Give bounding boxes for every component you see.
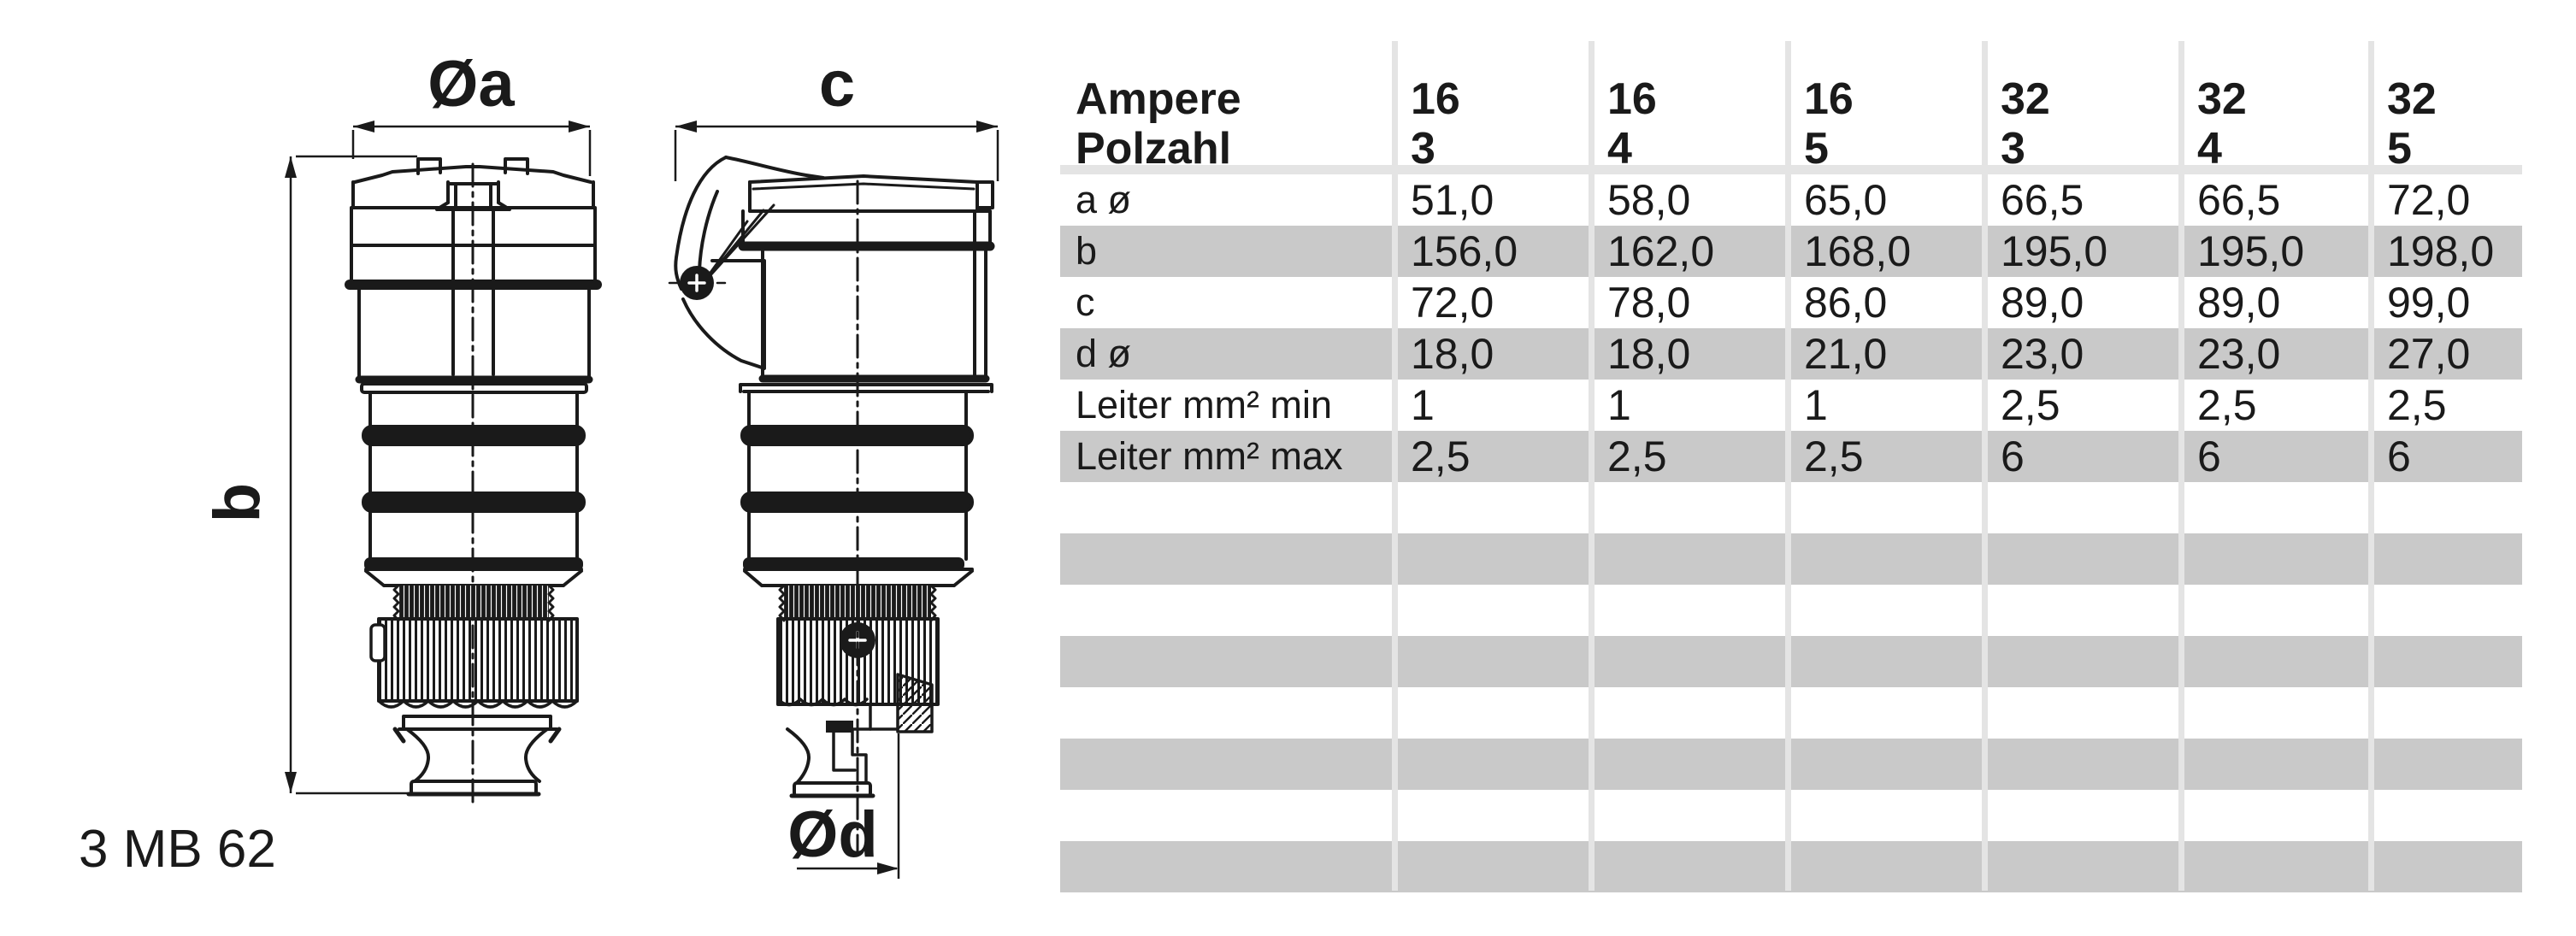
table-cell: 99,0 xyxy=(2387,279,2471,327)
table-cell: 168,0 xyxy=(1804,227,1912,275)
header-ampere-value: 32 xyxy=(2197,74,2247,124)
table-row xyxy=(1060,431,2522,482)
dim-label-d: Ød xyxy=(787,798,878,871)
header-ampere-value: 16 xyxy=(1607,74,1657,124)
header-row1-label: Ampere xyxy=(1076,74,1241,124)
header-polzahl-value: 4 xyxy=(2197,124,2222,174)
table-cell: 2,5 xyxy=(2197,381,2257,429)
header-polzahl-value: 3 xyxy=(1411,124,1435,174)
table-row-empty xyxy=(1060,636,2522,687)
table-cell: 18,0 xyxy=(1607,330,1691,378)
table-cell: 2,5 xyxy=(1411,433,1471,480)
table-row xyxy=(1060,226,2522,277)
table-cell: 1 xyxy=(1804,381,1828,429)
table-cell: 1 xyxy=(1607,381,1631,429)
row-label: a ø xyxy=(1076,178,1132,221)
table-row-empty xyxy=(1060,533,2522,585)
table-row-empty xyxy=(1060,585,2522,636)
table-cell: 2,5 xyxy=(1804,433,1864,480)
header-ampere-value: 32 xyxy=(2387,74,2437,124)
table-row-empty xyxy=(1060,482,2522,533)
row-label: Leiter mm² min xyxy=(1076,383,1333,427)
table-row-empty xyxy=(1060,841,2522,892)
table-cell: 65,0 xyxy=(1804,176,1888,224)
table-cell: 51,0 xyxy=(1411,176,1494,224)
header-row2-label: Polzahl xyxy=(1076,124,1232,174)
header-underline-band xyxy=(1060,165,2522,174)
table-cell: 78,0 xyxy=(1607,279,1691,327)
table-row-empty xyxy=(1060,739,2522,790)
connector-side-view xyxy=(669,157,993,855)
table-cell: 66,5 xyxy=(2197,176,2281,224)
spec-table xyxy=(1060,41,2522,896)
header-ampere-value: 16 xyxy=(1804,74,1854,124)
connector-technical-drawing xyxy=(0,0,1060,936)
header-ampere-value: 16 xyxy=(1411,74,1460,124)
dim-label-a: Øa xyxy=(427,48,515,121)
row-label: b xyxy=(1076,229,1098,273)
table-cell: 27,0 xyxy=(2387,330,2471,378)
table-row xyxy=(1060,328,2522,380)
table-body xyxy=(1060,174,2522,892)
table-cell: 18,0 xyxy=(1411,330,1494,378)
connector-front-view xyxy=(350,159,597,805)
dim-label-c: c xyxy=(818,48,856,121)
table-cell: 6 xyxy=(2387,433,2411,480)
table-cell: 58,0 xyxy=(1607,176,1691,224)
table-cell: 198,0 xyxy=(2387,227,2495,275)
table-cell: 195,0 xyxy=(2001,227,2108,275)
header-ampere-value: 32 xyxy=(2001,74,2050,124)
table-cell: 1 xyxy=(1411,381,1435,429)
header-polzahl-value: 5 xyxy=(2387,124,2412,174)
dim-label-b: b xyxy=(201,482,274,523)
table-row-empty xyxy=(1060,790,2522,841)
table-cell: 2,5 xyxy=(2387,381,2447,429)
table-cell: 72,0 xyxy=(2387,176,2471,224)
row-label: Leiter mm² max xyxy=(1076,434,1343,478)
table-cell: 21,0 xyxy=(1804,330,1888,378)
table-cell: 6 xyxy=(2197,433,2221,480)
part-number: 3 MB 62 xyxy=(79,820,276,879)
table-cell: 86,0 xyxy=(1804,279,1888,327)
table-cell: 156,0 xyxy=(1411,227,1518,275)
table-cell: 2,5 xyxy=(2001,381,2060,429)
table-row-empty xyxy=(1060,687,2522,739)
table-row xyxy=(1060,174,2522,226)
header-polzahl-value: 5 xyxy=(1804,124,1829,174)
table-cell: 2,5 xyxy=(1607,433,1667,480)
table-cell: 66,5 xyxy=(2001,176,2084,224)
table-cell: 89,0 xyxy=(2001,279,2084,327)
table-cell: 23,0 xyxy=(2001,330,2084,378)
table-cell: 6 xyxy=(2001,433,2025,480)
table-cell: 162,0 xyxy=(1607,227,1715,275)
header-polzahl-value: 3 xyxy=(2001,124,2025,174)
table-cell: 195,0 xyxy=(2197,227,2305,275)
row-label: c xyxy=(1076,280,1095,324)
table-row xyxy=(1060,277,2522,328)
table-cell: 23,0 xyxy=(2197,330,2281,378)
table-row xyxy=(1060,380,2522,431)
table-cell: 89,0 xyxy=(2197,279,2281,327)
header-polzahl-value: 4 xyxy=(1607,124,1632,174)
row-label: d ø xyxy=(1076,332,1132,375)
table-cell: 72,0 xyxy=(1411,279,1494,327)
